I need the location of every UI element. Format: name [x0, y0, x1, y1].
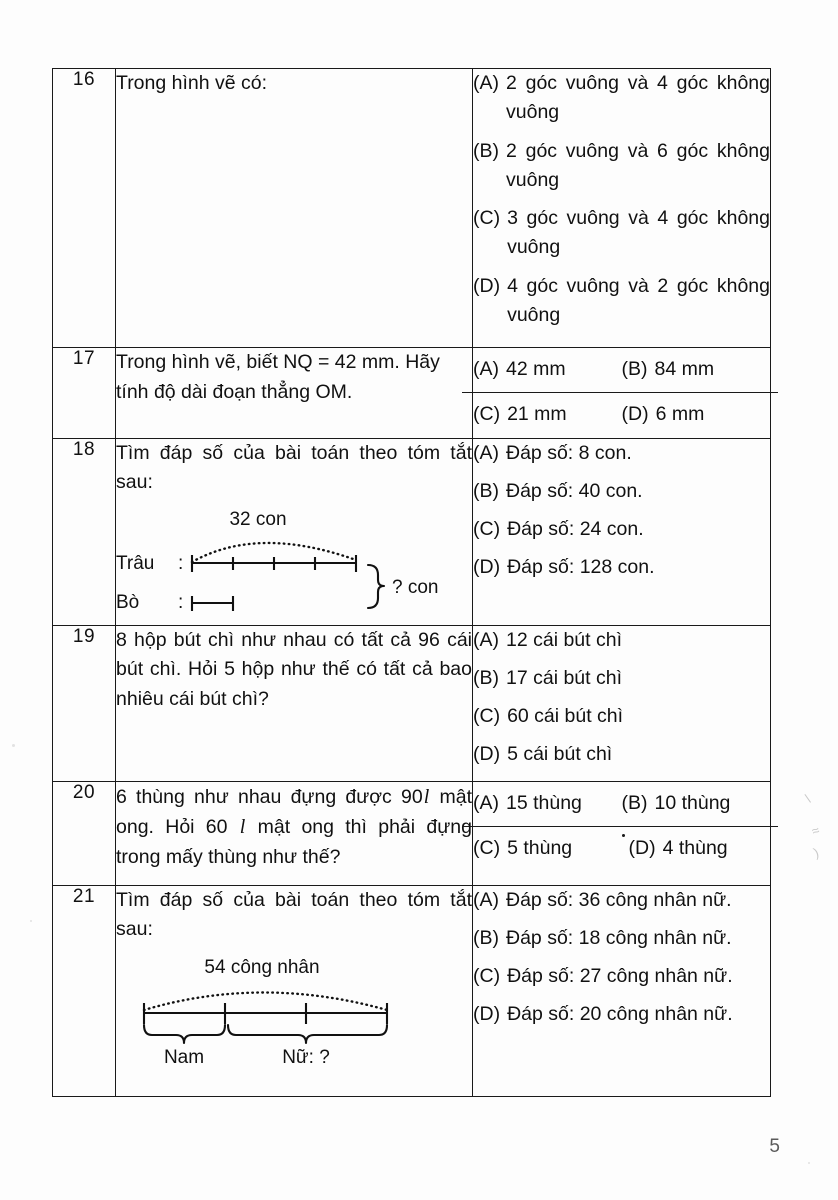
- answer-option[interactable]: [473, 393, 622, 437]
- question-number: 18: [72, 438, 96, 460]
- option-text: 5 thùng: [507, 836, 573, 859]
- question-number-cell: [53, 625, 116, 781]
- option-text: 4 góc vuông và 2 góc không vuông: [507, 274, 770, 326]
- option-tag: (C): [473, 836, 501, 859]
- question-number: 19: [72, 625, 96, 647]
- answer-option[interactable]: [473, 439, 770, 468]
- answer-option[interactable]: [473, 740, 770, 769]
- answer-option[interactable]: [473, 626, 770, 655]
- option-text: 3 góc vuông và 4 góc không vuông: [507, 207, 770, 259]
- question-text: 8 hộp bút chì như nhau có tất cả 96 cái bút chì. Hỏi 5 hộp như thế có tất cả bao nhiêu cái bút chì?: [116, 628, 472, 710]
- question-text: Trong hình vẽ có:: [116, 72, 268, 94]
- answer-option[interactable]: [473, 962, 770, 991]
- answer-option[interactable]: [622, 827, 771, 871]
- answer-option-grid: [473, 348, 770, 438]
- question-number-cell: [53, 885, 116, 1096]
- table-row: [53, 885, 771, 1096]
- answer-option[interactable]: [473, 204, 770, 263]
- diagram-brace-label-nu: Nữ: ?: [282, 1046, 330, 1068]
- diagram-brace: [368, 565, 384, 608]
- option-text: 4 thùng: [662, 836, 728, 859]
- diagram-row1-label: Trâu: [116, 552, 155, 574]
- liter-unit-1: l: [423, 785, 430, 808]
- answer-option[interactable]: [473, 553, 770, 582]
- answer-option-grid: [473, 782, 770, 872]
- scan-speckle: [12, 744, 15, 747]
- option-text: Đáp số: 128 con.: [507, 556, 655, 579]
- question-cell: [116, 348, 473, 439]
- question-cell: [116, 438, 473, 625]
- answer-option[interactable]: [473, 782, 622, 826]
- option-text: Đáp số: 36 công nhân nữ.: [506, 888, 732, 911]
- table-row: [53, 69, 771, 348]
- diagram-brace-label: ? con: [392, 576, 439, 598]
- option-tag: (D): [473, 1003, 501, 1026]
- answer-cell: [473, 625, 771, 781]
- option-tag: (A): [473, 72, 499, 94]
- scan-artifact: \: [803, 790, 813, 807]
- option-text: 60 cái bút chì: [507, 705, 624, 727]
- option-text: Đáp số: 24 con.: [507, 518, 644, 540]
- bar-diagram-nam-nu: [122, 955, 472, 1077]
- option-text: 6 mm: [655, 403, 705, 426]
- diagram-total-label: 54 công nhân: [204, 956, 320, 978]
- question-number: 21: [72, 885, 96, 907]
- question-cell: [116, 885, 473, 1096]
- option-tag: (A): [473, 358, 499, 380]
- option-tag: (C): [473, 207, 501, 229]
- option-text: 2 góc vuông và 6 góc không vuông: [506, 139, 770, 191]
- answer-cell: [473, 885, 771, 1096]
- option-text: 10 thùng: [654, 791, 731, 814]
- question-text-part-b: mật ong. Hỏi 60: [116, 785, 472, 839]
- answer-option[interactable]: [473, 886, 770, 915]
- option-tag: (B): [473, 139, 499, 162]
- table-row: [53, 625, 771, 781]
- question-number-cell: [53, 348, 116, 439]
- diagram-brace-nam: [144, 1025, 225, 1043]
- scan-dot-artifact: [622, 834, 625, 837]
- scan-speckle: [808, 1162, 810, 1164]
- option-tag: (D): [473, 274, 501, 297]
- answer-option[interactable]: [473, 137, 770, 196]
- option-tag: (D): [621, 403, 649, 426]
- question-text-part-c: mật ong thì phải đựng trong mấy thùng như thế?: [116, 816, 472, 868]
- option-text: Đáp số: 18 công nhân nữ.: [506, 926, 732, 949]
- question-text-part-a: 6 thùng như nhau đựng được 90: [116, 785, 423, 808]
- exam-question-table: [52, 68, 771, 1097]
- option-text: 21 mm: [507, 403, 567, 426]
- option-tag: (B): [473, 479, 499, 502]
- answer-option[interactable]: [473, 515, 770, 544]
- answer-cell: [473, 69, 771, 348]
- answer-option[interactable]: [473, 1000, 770, 1029]
- scan-artifact: ≈: [809, 822, 822, 839]
- answer-option[interactable]: [473, 702, 770, 731]
- option-tag: (A): [473, 791, 499, 814]
- answer-option[interactable]: [473, 69, 770, 128]
- option-text: 12 cái bút chì: [506, 628, 622, 651]
- diagram-dotted-arc: [144, 992, 387, 1010]
- question-number: 20: [72, 781, 96, 803]
- answer-cell: [473, 781, 771, 885]
- answer-option[interactable]: [473, 348, 622, 392]
- bar-diagram-svg: [116, 508, 450, 616]
- diagram-row1-colon: :: [178, 552, 184, 574]
- scan-artifact: ): [811, 844, 821, 861]
- table-row: [53, 781, 771, 885]
- option-tag: (D): [473, 743, 501, 766]
- answer-cell: [473, 438, 771, 625]
- diagram-brace-nu: [228, 1025, 387, 1043]
- option-text: 42 mm: [506, 358, 566, 380]
- option-text: 5 cái bút chì: [507, 743, 613, 766]
- table-row: [53, 438, 771, 625]
- option-text: 15 thùng: [506, 791, 582, 814]
- question-cell: [116, 69, 473, 348]
- option-tag: (B): [621, 791, 648, 814]
- diagram-row2-colon: :: [178, 591, 184, 613]
- option-text: Đáp số: 20 công nhân nữ.: [507, 1003, 733, 1026]
- question-number-cell: [53, 69, 116, 348]
- diagram-total-label: 32 con: [229, 508, 287, 530]
- answer-option[interactable]: [473, 272, 770, 331]
- answer-option[interactable]: [473, 664, 770, 693]
- answer-option[interactable]: [622, 782, 771, 826]
- question-text: Tìm đáp số của bài toán theo tóm tắt sau:: [116, 888, 472, 941]
- option-tag: (D): [628, 836, 656, 859]
- page-number: 5: [769, 1136, 780, 1157]
- option-text: 17 cái bút chì: [506, 666, 622, 689]
- liter-unit-2: l: [239, 816, 246, 839]
- option-tag: (C): [473, 403, 501, 426]
- table-row: [53, 348, 771, 439]
- bar-diagram-svg: [122, 955, 422, 1077]
- option-text: Đáp số: 40 con.: [506, 479, 643, 502]
- question-cell: [116, 781, 473, 885]
- answer-option[interactable]: [473, 827, 622, 871]
- answer-option[interactable]: [622, 348, 771, 392]
- bar-diagram-trau-bo: [116, 508, 472, 616]
- answer-option[interactable]: [622, 393, 771, 437]
- option-tag: (A): [473, 441, 499, 464]
- option-text: Đáp số: 27 công nhân nữ.: [507, 965, 733, 987]
- scan-speckle: [30, 920, 32, 922]
- option-tag: (A): [473, 888, 499, 911]
- option-tag: (C): [473, 518, 501, 540]
- question-number-cell: [53, 781, 116, 885]
- option-tag: (D): [473, 556, 501, 579]
- question-text: Tìm đáp số của bài toán theo tóm tắt sau:: [116, 441, 472, 494]
- question-text: Trong hình vẽ, biết NQ = 42 mm. Hãy tính độ dài đoạn thẳng OM.: [116, 351, 440, 403]
- diagram-brace-label-nam: Nam: [163, 1046, 205, 1068]
- diagram-row2-label: Bò: [116, 591, 140, 613]
- option-text: 2 góc vuông và 4 góc không vuông: [506, 72, 770, 124]
- option-text: 84 mm: [654, 358, 715, 380]
- option-text: Đáp số: 8 con.: [506, 441, 632, 464]
- answer-cell: [473, 348, 771, 439]
- option-tag: (B): [621, 358, 648, 380]
- question-text: [116, 782, 472, 873]
- answer-option[interactable]: [473, 924, 770, 953]
- question-cell: [116, 625, 473, 781]
- option-tag: (A): [473, 628, 499, 651]
- question-number: 17: [72, 348, 96, 369]
- option-tag: (B): [473, 926, 499, 949]
- option-tag: (C): [473, 965, 501, 987]
- question-number: 16: [72, 69, 96, 90]
- option-tag: (B): [473, 666, 499, 689]
- question-number-cell: [53, 438, 116, 625]
- option-tag: (C): [473, 705, 501, 727]
- answer-option[interactable]: [473, 477, 770, 506]
